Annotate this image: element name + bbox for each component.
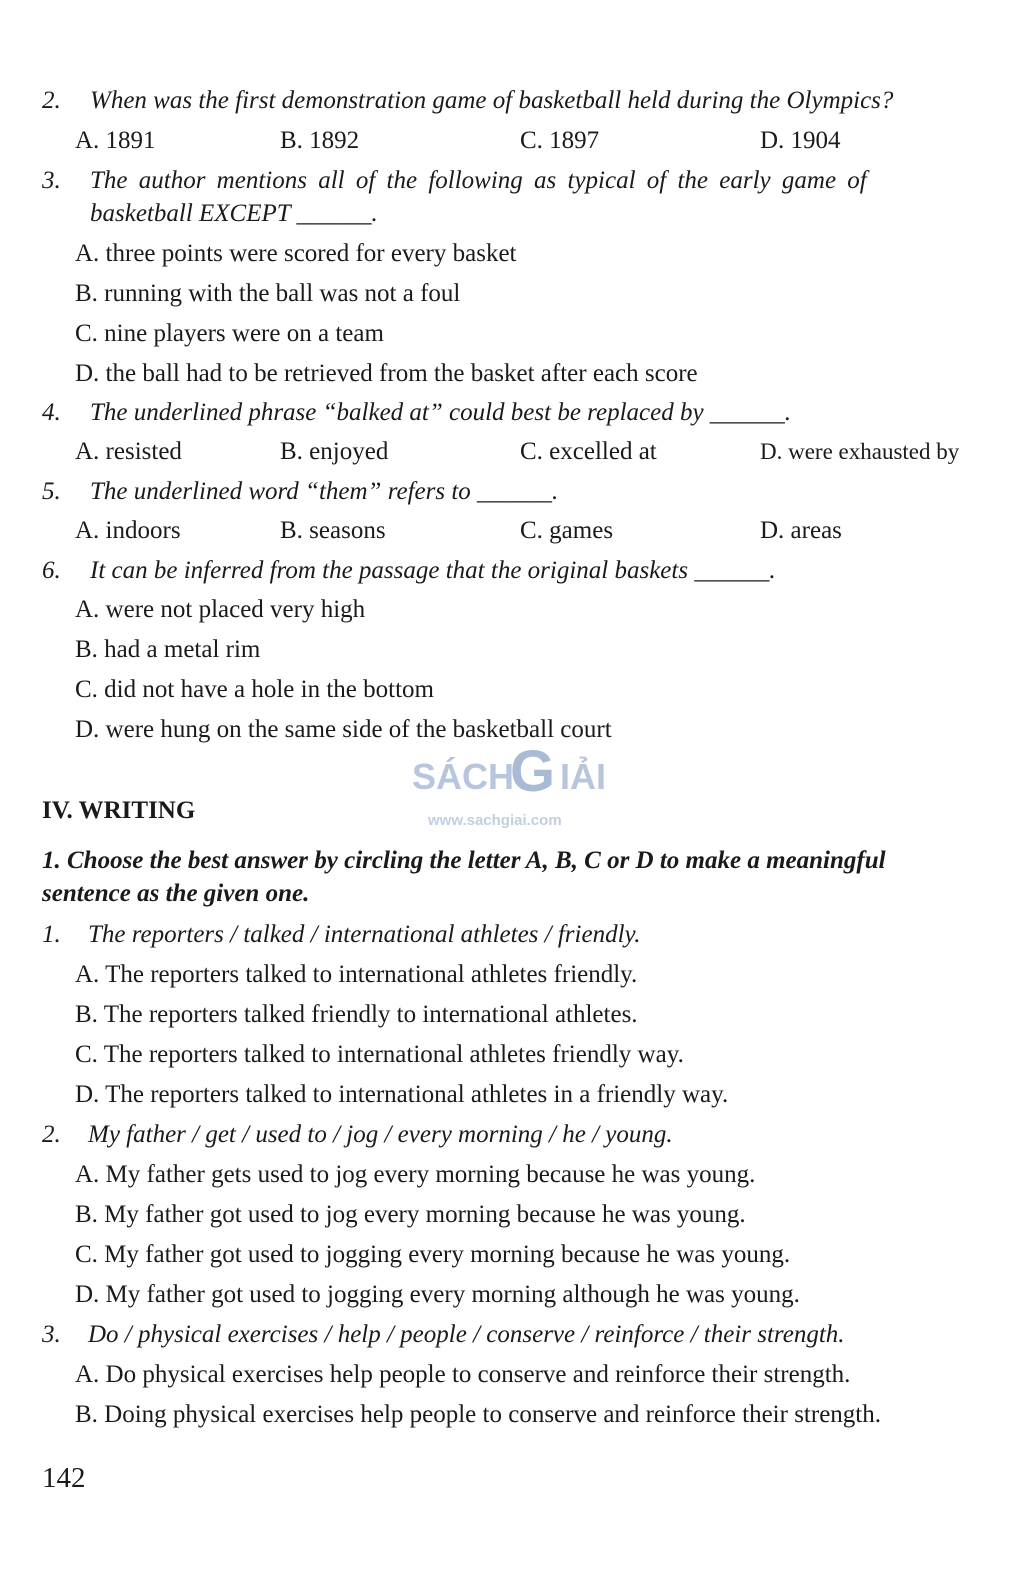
question-number: 2. xyxy=(42,1121,61,1148)
option-c: C. The reporters talked to international athletes friendly way. xyxy=(75,1041,684,1068)
option-a: A. The reporters talked to international athletes friendly. xyxy=(75,961,638,988)
section-heading: IV. WRITING xyxy=(42,797,196,824)
option-d: D. 1904 xyxy=(760,127,841,154)
option-d: D. were exhausted by xyxy=(760,439,960,464)
option-b: B. 1892 xyxy=(280,127,360,154)
question-text: My father / get / used to / jog / every morning / he / young. xyxy=(88,1121,673,1148)
option-b: B. seasons xyxy=(280,517,386,544)
watermark-url: www.sachgiai.com xyxy=(428,812,562,829)
question-text: The underlined word “them” refers to ______. xyxy=(90,478,559,505)
instruction-line-2: sentence as the given one. xyxy=(42,880,310,907)
option-b: B. Doing physical exercises help people to conserve and reinforce their strength. xyxy=(75,1401,881,1428)
watermark-brand-right: IẢI xyxy=(560,756,607,797)
option-a: A. three points were scored for every basket xyxy=(75,240,517,267)
question-number: 2. xyxy=(42,87,61,114)
question-text: The underlined phrase “balked at” could best be replaced by ______. xyxy=(90,399,792,426)
option-b: B. enjoyed xyxy=(280,438,389,465)
option-a: A. resisted xyxy=(75,438,182,465)
option-a: A. Do physical exercises help people to conserve and reinforce their strength. xyxy=(75,1361,851,1388)
question-text: The author mentions all of the following as typical of the early game of xyxy=(90,167,867,194)
question-number: 3. xyxy=(42,167,61,194)
instruction-line-1: 1. Choose the best answer by circling the letter A, B, C or D to make a meaningful xyxy=(42,847,886,874)
question-text-continued: basketball EXCEPT ______. xyxy=(90,200,378,227)
option-c: C. My father got used to jogging every morning because he was young. xyxy=(75,1241,791,1268)
option-b: B. My father got used to jog every morning because he was young. xyxy=(75,1201,746,1228)
option-c: C. games xyxy=(520,517,614,544)
question-text: The reporters / talked / international athletes / friendly. xyxy=(88,921,641,948)
question-number: 1. xyxy=(42,921,61,948)
option-c: C. nine players were on a team xyxy=(75,320,384,347)
question-number: 3. xyxy=(42,1321,61,1348)
question-number: 4. xyxy=(42,399,61,426)
option-d: D. were hung on the same side of the basketball court xyxy=(75,716,612,743)
question-number: 5. xyxy=(42,478,61,505)
question-number: 6. xyxy=(42,557,61,584)
option-d: D. the ball had to be retrieved from the basket after each score xyxy=(75,360,698,387)
option-a: A. My father gets used to jog every morning because he was young. xyxy=(75,1161,756,1188)
option-a: A. were not placed very high xyxy=(75,596,366,623)
option-b: B. had a metal rim xyxy=(75,636,261,663)
option-a: A. indoors xyxy=(75,517,181,544)
option-c: C. 1897 xyxy=(520,127,600,154)
option-c: C. excelled at xyxy=(520,438,657,465)
option-d: D. My father got used to jogging every morning although he was young. xyxy=(75,1281,800,1308)
watermark-brand-mid: G xyxy=(510,739,556,804)
option-a: A. 1891 xyxy=(75,127,156,154)
option-c: C. did not have a hole in the bottom xyxy=(75,676,434,703)
question-text: Do / physical exercises / help / people / conserve / reinforce / their strength. xyxy=(88,1321,845,1348)
watermark-logo xyxy=(400,738,620,838)
question-text: It can be inferred from the passage that the original baskets ______. xyxy=(90,557,776,584)
option-d: D. The reporters talked to international athletes in a friendly way. xyxy=(75,1081,729,1108)
watermark-brand-left: SÁCH xyxy=(412,756,515,797)
question-text: When was the first demonstration game of basketball held during the Olympics? xyxy=(90,87,894,114)
option-b: B. running with the ball was not a foul xyxy=(75,280,461,307)
option-d: D. areas xyxy=(760,517,842,544)
page-number: 142 xyxy=(42,1462,86,1494)
option-b: B. The reporters talked friendly to international athletes. xyxy=(75,1001,638,1028)
